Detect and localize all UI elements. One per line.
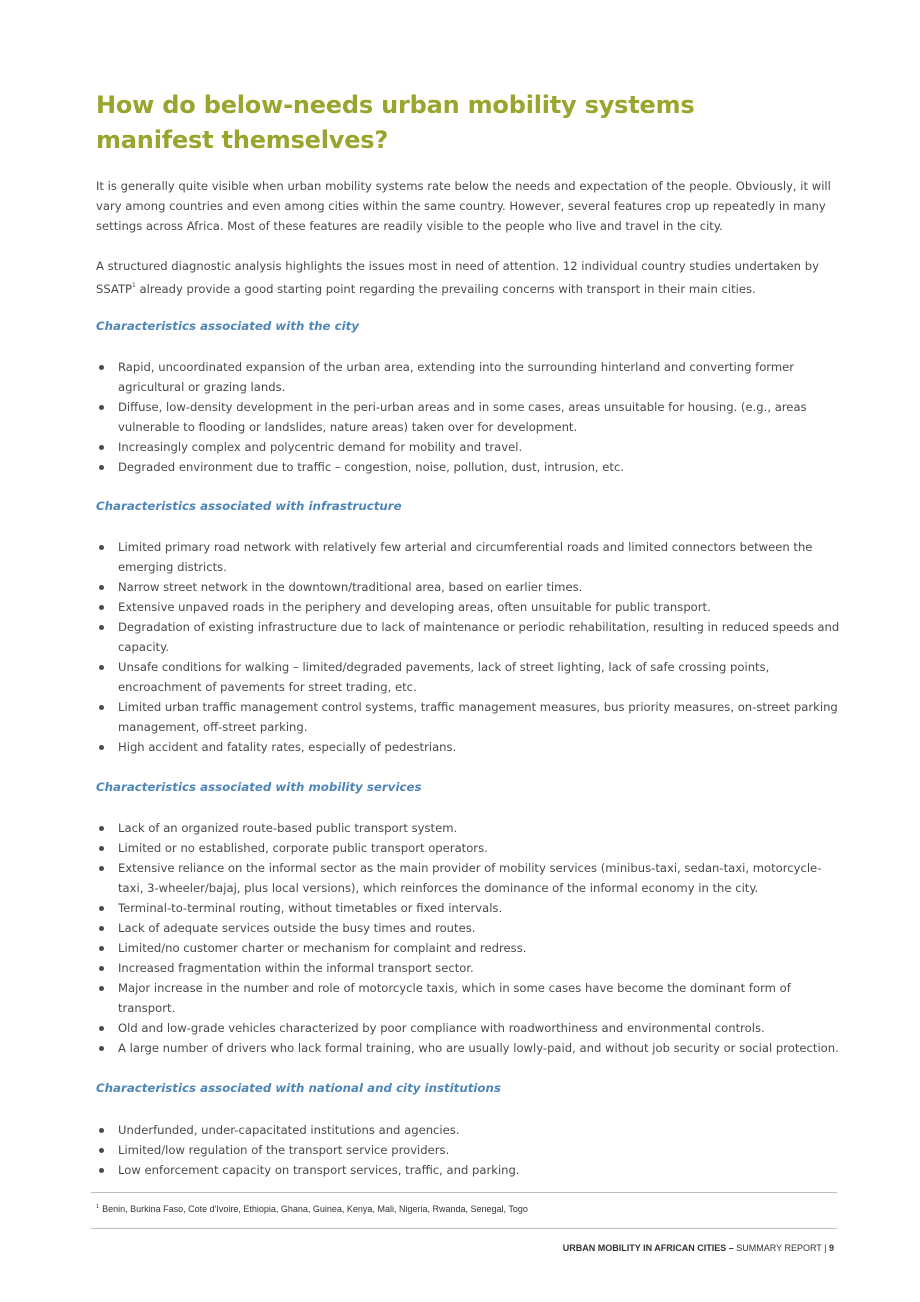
list-item: Diffuse, low-density development in the peri-urban areas and in some cases, areas unsuitable for housing. (e.g., areas vulnerable to flooding or landslides, nature areas) taken over for development. (96, 397, 841, 437)
footer-report-title: URBAN MOBILITY IN AFRICAN CITIES – (562, 1243, 734, 1253)
section-heading-institutions: Characteristics associated with national and city institutions (96, 1081, 501, 1095)
list-item: Lack of an organized route-based public transport system. (96, 818, 841, 838)
list-item: Extensive reliance on the informal sector as the main provider of mobility services (minibus-taxi, sedan-taxi, motorcycle-taxi, 3-wheeler/bajaj, plus local versions), which reinforces the dominance of the informal economy in the city. (96, 858, 841, 898)
footnote-divider (91, 1192, 837, 1193)
list-item: Terminal-to-terminal routing, without timetables or fixed intervals. (96, 898, 841, 918)
list-item: Limited/low regulation of the transport service providers. (96, 1140, 841, 1160)
footnote-text: Benin, Burkina Faso, Cote d'Ivoire, Ethiopia, Ghana, Guinea, Kenya, Mali, Nigeria, Rwanda, Senegal, Togo (102, 1204, 528, 1214)
list-item: Extensive unpaved roads in the periphery and developing areas, often unsuitable for public transport. (96, 597, 841, 617)
footer-report-subtitle: SUMMARY REPORT (733, 1243, 822, 1253)
footnote-reference: 1 (132, 282, 136, 289)
list-item: Old and low-grade vehicles characterized by poor compliance with roadworthiness and environmental controls. (96, 1018, 841, 1038)
intro-paragraph-1: It is generally quite visible when urban mobility systems rate below the needs and expectation of the people. Obviously, it will vary among countries and even among cities within the same country. However, several features crop up repeatedly in many settings across Africa. Most of these features are readily visible to the people who live and travel in the city. (96, 179, 831, 233)
mobility-services-characteristics-list (96, 818, 841, 1058)
list-item: Limited or no established, corporate public transport operators. (96, 838, 841, 858)
list-item: Underfunded, under-capacitated institutions and agencies. (96, 1120, 841, 1140)
page-footer (563, 1243, 834, 1253)
list-item: Rapid, uncoordinated expansion of the urban area, extending into the surrounding hinterland and converting former agricultural or grazing lands. (96, 357, 841, 397)
city-characteristics-list (96, 357, 841, 477)
section-heading-mobility-services: Characteristics associated with mobility services (96, 780, 422, 794)
page-number: 9 (828, 1243, 834, 1253)
infrastructure-characteristics-list (96, 537, 841, 757)
section-heading-city: Characteristics associated with the city (96, 319, 360, 333)
footer-separator: | (821, 1243, 829, 1253)
list-item: Limited/no customer charter or mechanism for complaint and redress. (96, 938, 841, 958)
intro-paragraph-2 (96, 256, 836, 299)
institutions-characteristics-list (96, 1120, 841, 1180)
list-item: Unsafe conditions for walking – limited/degraded pavements, lack of street lighting, lack of safe crossing points, encroachment of pavements for street trading, etc. (96, 657, 841, 697)
intro-paragraph-2-text-a: A structured diagnostic analysis highlights the issues most in need of attention. 12 individual country studies undertaken by SSATP (96, 259, 819, 296)
list-item: Degraded environment due to traffic – congestion, noise, pollution, dust, intrusion, etc. (96, 457, 841, 477)
intro-paragraph-2-text-b: already provide a good starting point regarding the prevailing concerns with transport in their main cities. (135, 282, 756, 296)
list-item: Limited primary road network with relatively few arterial and circumferential roads and limited connectors between the emerging districts. (96, 537, 841, 577)
list-item: Low enforcement capacity on transport services, traffic, and parking. (96, 1160, 841, 1180)
list-item: A large number of drivers who lack formal training, who are usually lowly-paid, and without job security or social protection. (96, 1038, 841, 1058)
list-item: Major increase in the number and role of motorcycle taxis, which in some cases have become the dominant form of transport. (96, 978, 841, 1018)
footnote-marker: 1 (96, 1204, 100, 1210)
footnote (96, 1204, 528, 1214)
section-heading-infrastructure: Characteristics associated with infrastructure (96, 499, 402, 513)
footer-divider (91, 1228, 837, 1229)
list-item: High accident and fatality rates, especially of pedestrians. (96, 737, 841, 757)
page-title: How do below-needs urban mobility systems manifest themselves? (96, 91, 695, 154)
list-item: Narrow street network in the downtown/traditional area, based on earlier times. (96, 577, 841, 597)
list-item: Limited urban traffic management control systems, traffic management measures, bus priority measures, on-street parking management, off-street parking. (96, 697, 841, 737)
list-item: Increasingly complex and polycentric demand for mobility and travel. (96, 437, 841, 457)
list-item: Degradation of existing infrastructure due to lack of maintenance or periodic rehabilitation, resulting in reduced speeds and capacity. (96, 617, 841, 657)
list-item: Increased fragmentation within the informal transport sector. (96, 958, 841, 978)
list-item: Lack of adequate services outside the busy times and routes. (96, 918, 841, 938)
